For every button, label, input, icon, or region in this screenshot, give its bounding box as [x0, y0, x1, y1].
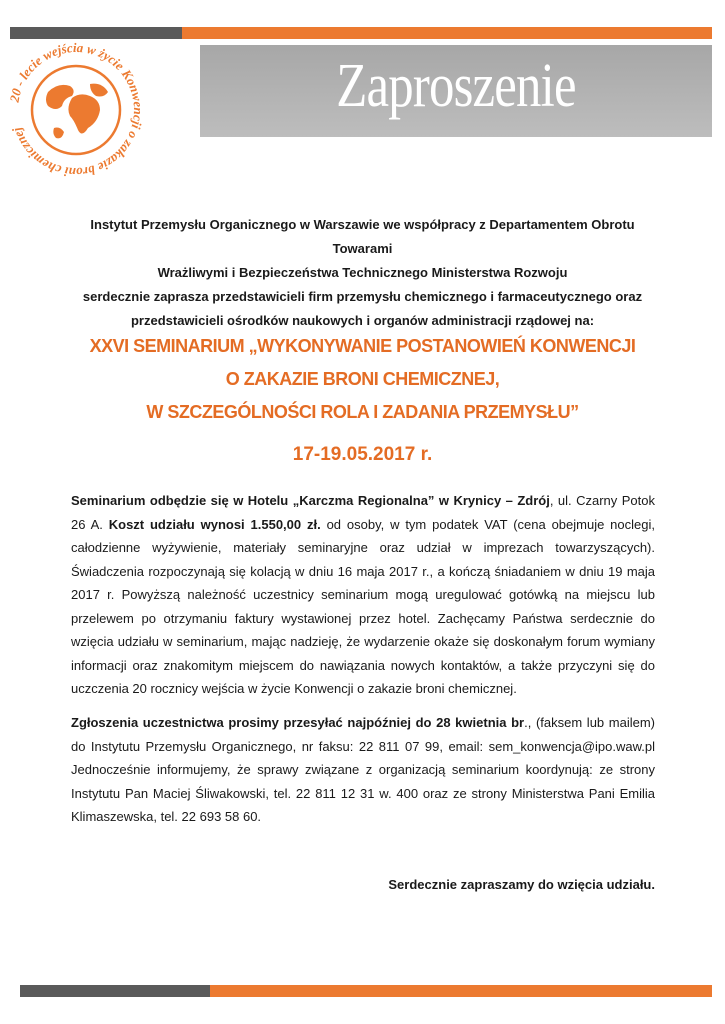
bottom-bar-orange — [210, 985, 712, 997]
intro-line: Wrażliwymi i Bezpieczeństwa Technicznego Ministerstwa Rozwoju — [157, 265, 568, 280]
seminar-title-line: W SZCZEGÓLNOŚCI ROLA I ZADANIA PRZEMYSŁU” — [146, 402, 579, 422]
bottom-bar-dark — [20, 985, 210, 997]
seminar-title-line: XXVI SEMINARIUM „WYKONYWANIE POSTANOWIEŃ KONWENCJI — [89, 336, 636, 356]
details-paragraph — [71, 489, 655, 701]
top-bar-dark — [10, 27, 182, 39]
intro-text — [60, 213, 665, 333]
page-title: Zaproszenie — [336, 52, 576, 120]
details-text: od osoby, w tym podatek VAT (cena obejmuje noclegi, całodzienne wyżywienie, materiały seminaryjne oraz udział w imprezach towarzyszących). Świadczenia rozpoczynają się kolacją w dniu 16 maja 2017 r., a kończą śniadaniem w dniu 19 maja 2017 r. Powyższą należność uczestnicy seminarium mogą uregulować gotówką na miejscu lub przelewem po otrzymaniu faktury wystawionej przez hotel. Zachęcamy Państwa serdecznie do wzięcia udziału w seminarium, mając nadzieję, że wydarzenie okaże się doskonałym forum wymiany informacji oraz znakomitym miejscem do nawiązania nowych kontaktów, a także przyczyni się do uczczenia 20 rocznicy wejścia w życie Konwencji o zakazie broni chemicznej. — [71, 516, 655, 696]
address-text: , ul. Czarny Potok 26 A. — [71, 493, 655, 532]
venue-text: Seminarium odbędzie się w Hotelu „Karczma Regionalna” w Krynicy – Zdrój — [71, 493, 550, 508]
deadline-text: Zgłoszenia uczestnictwa prosimy przesyłać najpóźniej do 28 kwietnia br — [71, 715, 525, 730]
seminar-date: 17-19.05.2017 r. — [292, 444, 433, 465]
cost-text: Koszt udziału wynosi 1.550,00 zł. — [108, 516, 321, 532]
registration-paragraph — [71, 711, 655, 829]
top-bar-orange — [182, 27, 712, 39]
svg-text:20 - lecie wejścia w życie Kon: 20 - lecie wejścia w życie Konwencji o zakazie broni chemicznej — [6, 40, 146, 180]
seminar-title — [30, 330, 695, 429]
intro-line: przedstawicieli ośrodków naukowych i organów administracji rządowej na: — [130, 313, 595, 328]
intro-line: serdecznie zaprasza przedstawicieli firm przemysłu chemicznego i farmaceutycznego oraz — [82, 289, 643, 304]
anniversary-logo — [6, 40, 146, 180]
title-banner — [200, 45, 712, 137]
seminar-title-line: O ZAKAZIE BRONI CHEMICZNEJ, — [225, 369, 500, 389]
closing-text: Serdecznie zapraszamy do wzięcia udziału. — [388, 877, 655, 892]
contact-text: ., (faksem lub mailem) do Instytutu Przemysłu Organicznego, nr faksu: 22 811 07 99, email: sem_konwencja@ipo.waw.pl Jednocześnie informujemy, że sprawy związane z organizacją seminarium koordynują: ze strony Instytutu Pan Maciej Śliwakowski, tel. 22 811 12 31 w. 400 oraz ze strony Ministerstwa Pani Emilia Klimaszewska, tel. 22 693 58 60. — [71, 715, 656, 824]
intro-line: Instytut Przemysłu Organicznego w Warszawie we współpracy z Departamentem Obrotu Towarami — [90, 217, 635, 256]
